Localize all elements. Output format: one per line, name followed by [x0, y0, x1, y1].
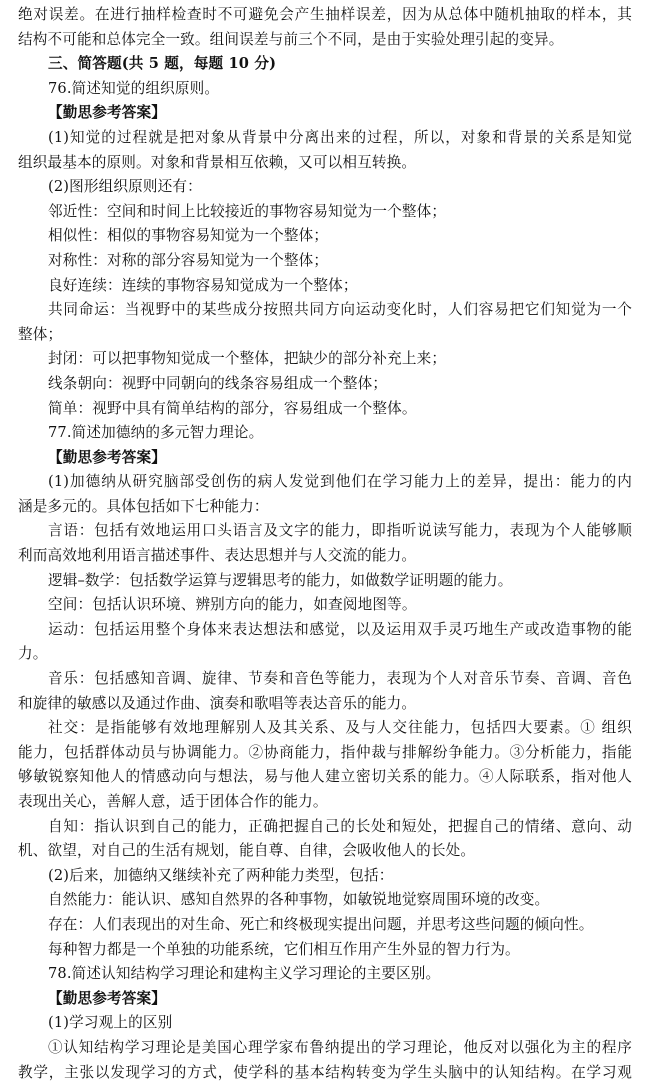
text-line: 表现出关心，善解人意，适于团体合作的能力。 — [18, 793, 328, 810]
text-line: 78.简述认知结构学习理论和建构主义学习理论的主要区别。 — [48, 965, 441, 983]
text-line: 能力，包括群体动员与协调能力。②协商能力，指仲裁与排解纷争能力。③分析能力，指能 — [18, 743, 632, 761]
text-line: 教学，主张以发现学习的方式，使学科的基本结构转变为学生头脑中的认知结构。在学习观 — [18, 1063, 632, 1081]
text-line: (1)知觉的过程就是把对象从背景中分离出来的过程，所以，对象和背景的关系是知觉 — [48, 128, 632, 146]
text-line: 力。 — [18, 645, 48, 663]
text-line: 线条朝向：视野中同朝向的线条容易组成一个整体； — [48, 374, 388, 392]
text-line: 社交：是指能够有效地理解别人及其关系、及与人交往能力，包括四大要素。① 组织 — [48, 719, 632, 737]
text-line: 自然能力：能认识、感知自然界的各种事物，如敏锐地觉察周围环境的改变。 — [48, 891, 550, 909]
text-line: 结构不可能和总体完全一致。组间误差与前三个不同，是由于实验处理引起的变异。 — [18, 30, 564, 48]
text-line: 和旋律的敏感以及通过作曲、演奏和歌唱等表达音乐的能力。 — [18, 694, 417, 712]
text-line: (2)图形组织原则还有： — [48, 178, 202, 196]
text-line: 整体； — [18, 325, 63, 343]
text-line: 封闭：可以把事物知觉成一个整体，把缺少的部分补充上来； — [48, 350, 447, 368]
text-line: 简单：视野中具有简单结构的部分，容易组成一个整体。 — [48, 399, 417, 417]
text-line: 77.简述加德纳的多元智力理论。 — [48, 424, 264, 442]
text-line: 够敏锐察知他人的情感动向与想法，易与他人建立密切关系的能力。④人际联系，指对他人 — [18, 768, 632, 786]
text-line: 组织最基本的原则。对象和背景相互依赖，又可以相互转换。 — [18, 153, 417, 171]
heading-line: 【勤思参考答案】 — [48, 989, 166, 1007]
text-line: 言语：包括有效地运用口头语言及文字的能力，即指听说读写能力，表现为个人能够顺 — [48, 522, 632, 540]
heading-line: 三、简答题(共 5 题，每题 10 分) — [48, 55, 277, 73]
text-line: 共同命运：当视野中的某些成分按照共同方向运动变化时，人们容易把它们知觉为一个 — [48, 301, 632, 319]
text-line: (2)后来，加德纳又继续补充了两种能力类型，包括： — [48, 866, 394, 884]
heading-line: 【勤思参考答案】 — [48, 448, 166, 466]
text-line: 音乐：包括感知音调、旋律、节奏和音色等能力，表现为个人对音乐节奏、音调、音色 — [48, 670, 632, 688]
text-line: ①认知结构学习理论是美国心理学家布鲁纳提出的学习理论，他反对以强化为主的程序 — [48, 1038, 632, 1056]
heading-line: 【勤思参考答案】 — [48, 104, 166, 122]
text-line: 运动：包括运用整个身体来表达想法和感觉，以及运用双手灵巧地生产或改造事物的能 — [48, 620, 632, 638]
text-line: 绝对误差。在进行抽样检查时不可避免会产生抽样误差，因为从总体中随机抽取的样本，其 — [18, 6, 632, 23]
text-line: 存在：人们表现出的对生命、死亡和终极现实提出问题，并思考这些问题的倾向性。 — [48, 915, 594, 933]
text-line: 机、欲望，对自己的生活有规划，能自尊、自律，会吸收他人的长处。 — [18, 842, 476, 860]
text-line: 逻辑–数学：包括数学运算与逻辑思考的能力，如做数学证明题的能力。 — [48, 571, 513, 589]
text-line: 对称性：对称的部分容易知觉为一个整体； — [48, 251, 329, 269]
text-line: 每种智力都是一个单独的功能系统，它们相互作用产生外显的智力行为。 — [48, 940, 520, 958]
text-line: 空间：包括认识环境、辨别方向的能力，如查阅地图等。 — [48, 596, 417, 614]
text-line: 76.简述知觉的组织原则。 — [48, 79, 220, 97]
text-line: (1)加德纳从研究脑部受创伤的病人发觉到他们在学习能力上的差异，提出：能力的内 — [48, 473, 632, 491]
text-line: 利而高效地利用语言描述事件、表达思想并与人交流的能力。 — [18, 547, 417, 565]
text-line: 良好连续：连续的事物容易知觉成为一个整体； — [48, 276, 358, 294]
text-line: 邻近性：空间和时间上比较接近的事物容易知觉为一个整体； — [48, 202, 447, 220]
text-line: 相似性：相似的事物容易知觉为一个整体； — [48, 227, 329, 245]
text-line: 自知：指认识到自己的能力，正确把握自己的长处和短处，把握自己的情绪、意向、动 — [48, 817, 632, 835]
text-line: 涵是多元的。具体包括如下七种能力： — [18, 497, 269, 515]
text-line: (1)学习观上的区别 — [48, 1014, 173, 1032]
